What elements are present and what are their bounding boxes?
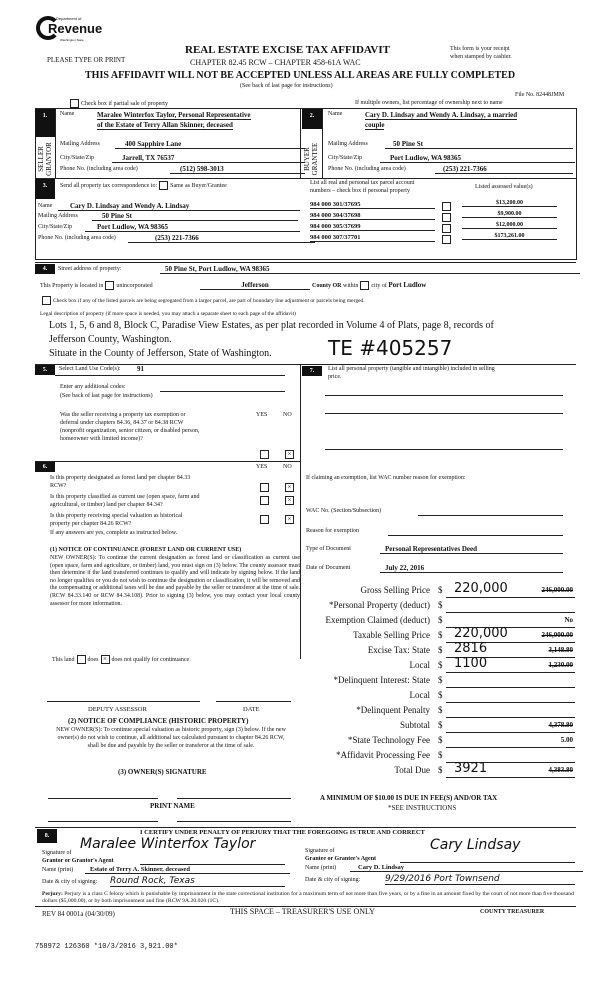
fee-typed-value: 4,378.80 — [548, 721, 573, 729]
current-use-yes-checkbox[interactable] — [260, 496, 269, 505]
fee-typed-value: 5.00 — [560, 736, 573, 744]
land-use-code[interactable]: 91 — [137, 365, 144, 373]
label: Type of Document — [306, 546, 351, 552]
property-street[interactable]: 50 Pine St, Port Ludlow, WA 98365 — [160, 265, 580, 274]
assessed-value[interactable]: $12,000.00 — [462, 222, 557, 229]
label: Enter any additional codes: — [60, 384, 126, 390]
seller-label: SELLER — [37, 146, 45, 172]
label: WAC No. (Section/Subsection) — [306, 508, 382, 514]
label: Name — [328, 111, 343, 117]
section-7-number: 7. — [302, 366, 322, 376]
perjury-label: Perjury: — [42, 891, 63, 897]
label: Name — [60, 111, 75, 117]
deputy-assessor-label: DEPUTY ASSESSOR — [88, 706, 147, 713]
currency-symbol: $ — [438, 750, 443, 760]
seller-phone[interactable]: (512) 598-3013 — [170, 165, 305, 174]
section-5-number: 5. — [35, 365, 55, 375]
currency-symbol: $ — [438, 645, 443, 655]
fee-input[interactable] — [446, 704, 575, 718]
fee-label: *Delinquent Interest: State — [333, 675, 430, 685]
property-location — [40, 281, 153, 290]
fee-row — [300, 641, 575, 659]
does-not-checkbox[interactable]: × — [101, 655, 110, 664]
currency-symbol: $ — [438, 735, 443, 745]
fee-typed-value: 1,230.00 — [548, 661, 573, 669]
question: homeowner with limited income)? — [60, 436, 143, 442]
fee-label: *State Technology Fee — [347, 735, 430, 745]
logo-name: Revenue — [48, 21, 103, 36]
forest-no-checkbox[interactable]: × — [285, 483, 294, 492]
personal-property-line[interactable] — [325, 395, 563, 396]
legal-label: Legal description of property (if more space is needed, you may attach a separate sheet to each page of the affidavit) — [40, 311, 296, 317]
label: Name (print) — [42, 867, 74, 873]
section-1-number: 1. — [35, 109, 55, 137]
city-location — [312, 281, 426, 290]
label: Mailing Address — [38, 213, 78, 219]
label: does — [87, 656, 99, 663]
label: Name — [38, 203, 53, 209]
currency-symbol: $ — [438, 600, 443, 610]
question: agricultural, or timber) land per chapter 84.34? — [50, 502, 163, 508]
personal-property-checkbox[interactable] — [442, 213, 451, 222]
fee-handwritten-value: 2816 — [454, 641, 488, 656]
fee-label: Subtotal — [399, 720, 430, 730]
cashier-stamp: 758972 126360 *10/3/2016 3,921.00* — [35, 943, 178, 951]
partial-sale-label: Check box if partial sale of property — [81, 100, 168, 107]
handwritten-te-number: TE #405257 — [328, 336, 453, 360]
grantee-label: GRANTEE — [311, 142, 319, 176]
type-print-note: PLEASE TYPE OR PRINT — [47, 56, 126, 64]
parcel-number[interactable]: 984 000 304/37698 — [310, 212, 435, 220]
see-instructions: *SEE INSTRUCTIONS — [388, 804, 457, 812]
no-header: NO — [283, 412, 292, 418]
grantor-label: GRANTOR — [45, 142, 53, 176]
fee-input[interactable] — [446, 761, 575, 778]
section-4-number: 4. — [35, 264, 55, 274]
fee-label: Excise Tax: State — [367, 645, 430, 655]
revision-number: REV 84 0001a (04/30/09) — [42, 910, 115, 918]
divider — [322, 108, 323, 178]
fee-input[interactable] — [446, 734, 575, 748]
divider — [55, 375, 285, 376]
form-title: REAL ESTATE EXCISE TAX AFFIDAVIT — [185, 44, 390, 56]
fee-label: *Personal Property (deduct) — [329, 600, 430, 610]
label: Mailing Address — [60, 141, 100, 147]
label: Signature of — [42, 850, 72, 856]
seller-grantor-label — [37, 140, 53, 178]
date-label: DATE — [243, 706, 260, 713]
parcels-label: List all real and personal tax parcel account — [310, 180, 415, 186]
document-date[interactable]: July 22, 2016 — [380, 564, 563, 573]
label: price. — [328, 374, 342, 380]
fee-typed-value: 246,000.00 — [541, 631, 573, 639]
fee-row — [300, 705, 575, 719]
fee-input[interactable] — [446, 719, 575, 733]
signature-line — [140, 864, 285, 865]
buyer-phone[interactable]: (253) 221-7366 — [435, 165, 573, 174]
fee-row — [300, 615, 575, 629]
exemption-no-checkbox[interactable]: × — [285, 450, 294, 459]
segregated-label: Check box if any of the listed parcels are being segregated from a larger parcel, are part of boundary line adjustment or parcels being merged. — [53, 297, 365, 304]
notice-continuance-title: (1) NOTICE OF CONTINUANCE (FOREST LAND OR CURRENT USE) — [50, 547, 242, 553]
additional-codes-input[interactable] — [160, 391, 285, 392]
label: within — [343, 283, 359, 289]
label: This Property is located in — [40, 282, 104, 289]
instruction: If any answers are yes, complete as instructed below. — [50, 530, 178, 536]
correspondence-name[interactable]: Cary D. Lindsay and Wendy A. Lindsay — [58, 202, 300, 211]
current-use-no-checkbox[interactable]: × — [285, 496, 294, 505]
chapter-line: CHAPTER 82.45 RCW – CHAPTER 458-61A WAC — [190, 58, 361, 67]
treasurer-space-label: THIS SPACE – TREASURER'S USE ONLY — [230, 907, 375, 916]
section-2-number: 2. — [302, 109, 322, 129]
label: Date & city of signing: — [42, 879, 98, 885]
label: unincorporated — [116, 282, 153, 289]
fee-row — [300, 720, 575, 734]
owner-signature-line[interactable] — [48, 798, 158, 799]
parcels-label: numbers – check box if personal property — [310, 188, 410, 194]
correspondence-city[interactable]: Port Ludlow, WA 98365 — [85, 223, 300, 232]
fee-row — [300, 656, 575, 674]
currency-symbol: $ — [438, 675, 443, 685]
fee-input[interactable] — [446, 689, 575, 703]
currency-symbol: $ — [438, 690, 443, 700]
document-type[interactable]: Personal Representatives Deed — [380, 545, 563, 554]
label: List all personal property (tangible and intangible) included in selling — [328, 366, 495, 372]
question: Is this property receiving special valuation as historical — [50, 513, 183, 519]
assessed-value[interactable]: $173,261.00 — [462, 233, 557, 240]
fee-row — [300, 626, 575, 644]
fee-input[interactable] — [446, 581, 575, 598]
divider — [35, 461, 300, 462]
grantor-signature[interactable]: Maralee Winterfox Taylor — [80, 836, 256, 852]
label: Select Land Use Code(s): — [59, 366, 121, 372]
grantee-name[interactable]: Cary D. Lindsay — [350, 864, 583, 872]
currency-symbol: $ — [438, 615, 443, 625]
county-field[interactable]: Jefferson — [200, 281, 310, 290]
label: City/State/Zip — [60, 155, 94, 161]
parcel-number[interactable]: 984 000 305/37699 — [310, 223, 435, 231]
wac-number-input[interactable] — [418, 515, 563, 516]
label: Date of Document — [306, 565, 351, 571]
parcel-number[interactable]: 984 000 307/37701 — [310, 234, 435, 242]
unincorporated-checkbox[interactable] — [105, 281, 114, 290]
fee-row — [300, 735, 575, 749]
notice-compliance-text: NEW OWNER(S): To continue special valuation as historic property, sign (3) below. If the new owner(s) do not wish to continue, all additional tax calculated pursuant to chapter 84.26 RCW, shall be due and payable by the seller or transferor at the time of sale. — [56, 727, 286, 749]
logo-dept: Department of — [56, 16, 82, 21]
fee-typed-value: No — [564, 616, 573, 624]
print-name-line[interactable] — [48, 821, 158, 822]
divider — [35, 827, 576, 828]
buyer-mailing-address[interactable]: 50 Pine St — [385, 140, 573, 149]
currency-symbol: $ — [438, 585, 443, 595]
question: Is this property classified as current use (open space, farm and — [50, 494, 200, 500]
partial-sale-checkbox[interactable] — [68, 99, 168, 108]
seller-name[interactable]: Maralee Winterfox Taylor, Personal Representative — [97, 111, 251, 119]
section-3-number: 3. — [35, 179, 55, 199]
label: If claiming an exemption, list WAC number reason for exemption: — [306, 475, 466, 481]
divider — [35, 364, 576, 365]
buyer-name-2[interactable]: couple — [365, 121, 385, 129]
minimum-due-note: A MINIMUM OF $10.00 IS DUE IN FEE(S) AND/OR TAX — [320, 794, 498, 802]
fee-typed-value: 3,148.80 — [548, 646, 573, 654]
grantor-date-city[interactable]: Round Rock, Texas — [110, 876, 285, 887]
see-back-note: (See back of last page for instructions) — [240, 83, 333, 89]
yes-header: YES — [256, 464, 268, 470]
fee-row — [300, 581, 575, 599]
seller-mailing-address[interactable]: 400 Sapphire Lane — [115, 140, 305, 149]
assessed-value[interactable]: $9,900.00 — [462, 211, 557, 218]
label: Street address of property: — [58, 266, 122, 272]
certify-statement: I CERTIFY UNDER PENALTY OF PERJURY THAT THE FOREGOING IS TRUE AND CORRECT — [140, 829, 425, 836]
fee-label: *Delinquent Penalty — [356, 705, 430, 715]
fee-label: *Affidavit Processing Fee — [336, 750, 430, 760]
fee-label: Gross Selling Price — [360, 585, 430, 595]
label: Mailing Address — [328, 141, 368, 147]
notice-compliance-title: (2) NOTICE OF COMPLIANCE (HISTORIC PROPERTY) — [68, 717, 249, 725]
personal-property-line[interactable] — [325, 449, 563, 450]
print-name-label: PRINT NAME — [150, 802, 195, 810]
multiple-owners-note: If multiple owners, list percentage of ownership next to name — [355, 100, 503, 106]
personal-property-checkbox[interactable] — [442, 235, 451, 244]
county-treasurer-label: COUNTY TREASURER — [480, 909, 545, 915]
parcel-number[interactable]: 984 000 301/37695 — [310, 201, 435, 209]
segregated-checkbox[interactable] — [40, 296, 365, 305]
question: deferral under chapters 84.36, 84.37 or 84.38 RCW — [60, 420, 184, 426]
deputy-assessor-signature-line[interactable] — [47, 701, 200, 702]
revenue-logo — [36, 14, 103, 48]
legal-description-2[interactable]: Jefferson County, Washington. — [49, 334, 172, 345]
personal-property-checkbox[interactable] — [442, 224, 451, 233]
currency-symbol: $ — [438, 630, 443, 640]
label: Phone No. (including area code) — [328, 166, 406, 172]
fee-handwritten-value: 220,000 — [454, 581, 508, 596]
qualify-continuance — [52, 655, 189, 664]
city-checkbox[interactable] — [360, 281, 369, 290]
section-6-number: 6. — [35, 462, 55, 472]
fee-typed-value: 246,000.00 — [541, 586, 573, 594]
grantee-signature[interactable]: Cary Lindsay — [430, 837, 521, 853]
fee-label: Exemption Claimed (deduct) — [325, 615, 430, 625]
buyer-city[interactable]: Port Ludlow, WA 98365 — [380, 154, 575, 163]
label: Signature of — [305, 848, 335, 854]
label: (See back of last page for instructions) — [60, 393, 153, 399]
exemption-yes-checkbox[interactable] — [260, 450, 269, 459]
label: City/State/Zip — [328, 155, 362, 161]
perjury-notice — [42, 891, 577, 905]
historic-yes-checkbox[interactable] — [260, 515, 269, 524]
label: City/State/Zip — [38, 224, 72, 230]
personal-property-checkbox[interactable] — [442, 202, 451, 211]
buyer-label: BUYER — [303, 147, 311, 171]
owner-signature-label: (3) OWNER(S) SIGNATURE — [118, 768, 207, 776]
fee-label: Taxable Selling Price — [353, 630, 430, 640]
label: Grantee or Grantee's Agent — [305, 856, 377, 862]
notice-continuance-text: NEW OWNER(S): To continue the current designation as forest land or classification as current use (open space, farm and agriculture, or timber) land, you must sign on (3) below. The county assessor must then determine if the land transferred continues to qualify and will indicate by signing below. If the land no longer qualifies or you do not wish to continue the designation or classification, it will be removed and the compensating or additional taxes will be due and payable by the seller or transferor at the time of sale. (RCW 84.33.140 or RCW 84.34.108). Prior to signing (3) below, you may contact your local county assessor for more information. — [50, 555, 300, 607]
correspondence-phone[interactable]: (253) 221-7366 — [128, 234, 315, 243]
label: Reason for exemption — [306, 528, 359, 534]
yes-header: YES — [256, 412, 268, 418]
seller-city[interactable]: Jarrell, TX 76537 — [112, 154, 305, 163]
question: Is this property designated as forest land per chapter 84.33 — [50, 475, 191, 481]
fee-label: Local — [409, 660, 430, 670]
assessed-value[interactable]: $13,200.00 — [462, 200, 557, 207]
divider — [55, 108, 56, 178]
question: RCW? — [50, 483, 67, 489]
warning: THIS AFFIDAVIT WILL NOT BE ACCEPTED UNLESS ALL AREAS ARE FULLY COMPLETED — [85, 70, 516, 81]
city-field[interactable]: Port Ludlow — [388, 281, 427, 289]
label: Name (print) — [305, 865, 337, 871]
currency-symbol: $ — [438, 660, 443, 670]
assessed-value-label: Listed assessed value(s) — [475, 184, 533, 190]
same-as-buyer-checkbox[interactable] — [60, 181, 227, 190]
receipt-note: This form is your receipt — [450, 46, 510, 52]
fee-row — [300, 690, 575, 704]
signature-line — [400, 862, 575, 863]
does-checkbox[interactable] — [77, 655, 86, 664]
no-header: NO — [283, 464, 292, 470]
currency-symbol: $ — [438, 705, 443, 715]
date-line[interactable] — [216, 701, 291, 702]
seller-name-2[interactable]: of the Estate of Terry Allan Skinner, deceased — [97, 121, 233, 129]
owner-signature-line[interactable] — [177, 798, 291, 799]
label: Phone No. (including area code) — [38, 235, 116, 241]
forest-yes-checkbox[interactable] — [260, 483, 269, 492]
question: property per chapter 84.26 RCW? — [50, 521, 132, 527]
fee-handwritten-value: 220,000 — [454, 626, 508, 641]
label: does not qualify for continuance — [111, 656, 190, 663]
fee-input[interactable] — [446, 674, 575, 688]
receipt-note: when stamped by cashier. — [450, 54, 512, 60]
grantor-name[interactable]: Estate of Terry A. Skinner, deceased — [85, 866, 290, 874]
buyer-name[interactable]: Cary D. Lindsay and Wendy A. Lindsay, a married — [365, 111, 518, 119]
divider — [35, 262, 576, 263]
personal-property-line[interactable] — [325, 413, 563, 414]
fee-typed-value: 4,383.80 — [548, 766, 573, 774]
fee-row — [300, 761, 575, 779]
print-name-line[interactable] — [177, 821, 291, 822]
historic-no-checkbox[interactable]: × — [285, 515, 294, 524]
same-as-buyer-label: Same as Buyer/Grantee — [170, 182, 227, 189]
section-8-number: 8. — [37, 829, 57, 843]
currency-symbol: $ — [438, 720, 443, 730]
label: Phone No. (including area code) — [60, 166, 138, 172]
label: This land — [52, 656, 75, 663]
file-number: File No. 82448JMM — [515, 92, 565, 98]
fee-label: Local — [409, 690, 430, 700]
question: Was the seller receiving a property tax exemption or — [60, 412, 186, 418]
fee-row — [300, 750, 575, 764]
fee-label: Total Due — [394, 765, 430, 775]
label: city of — [371, 283, 387, 289]
fee-row — [300, 675, 575, 689]
currency-symbol: $ — [438, 765, 443, 775]
fee-input[interactable] — [446, 656, 575, 673]
logo-state: Washington State — [60, 38, 84, 42]
fee-handwritten-value: 3921 — [454, 761, 488, 776]
correspondence-label: Send all property tax correspondence to: — [60, 182, 158, 189]
fee-handwritten-value: 1100 — [454, 656, 488, 671]
correspondence-mail[interactable]: 50 Pine St — [92, 212, 298, 221]
situate-text: Situate in the County of Jefferson, State of Washington. — [49, 348, 272, 359]
divider — [35, 178, 576, 179]
perjury-text: Perjury is a class C felony which is punishable by imprisonment in the state correctional institution for a maximum term of not more than five years, or by a fine in an amount fixed by the court of not more than five thousand dollars ($5,000.00), or by both imprisonment and fine (RCW 9A.20.020 (1C). — [42, 891, 574, 904]
label: Date & city of signing: — [305, 877, 361, 883]
fee-input[interactable] — [446, 599, 575, 613]
fee-row — [300, 600, 575, 614]
legal-description[interactable]: Lots 1, 5, 6 and 8, Block C, Paradise View Estates, as per plat recorded in Volume 4 of Plats, page 8, records of — [49, 320, 494, 331]
label: County OR — [312, 283, 342, 289]
label: Grantor or Grantor's Agent — [42, 858, 114, 864]
exemption-reason-input[interactable] — [388, 535, 563, 536]
question: (nonprofit organization, senior citizen, or disabled person, — [60, 428, 200, 434]
grantee-date-city[interactable]: 9/29/2016 Port Townsend — [385, 874, 575, 885]
buyer-grantee-label — [303, 140, 319, 178]
